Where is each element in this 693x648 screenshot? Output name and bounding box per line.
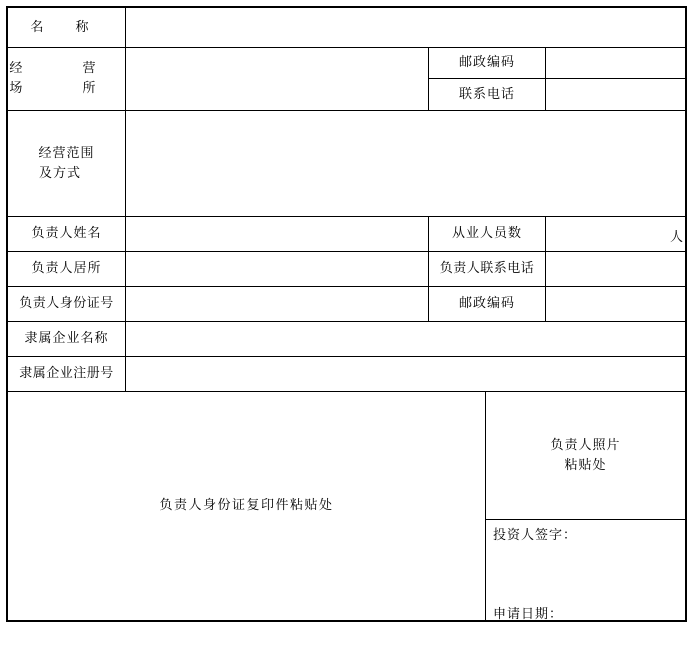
- employee-count-label: 从业人员数: [451, 226, 522, 241]
- premises-field[interactable]: [126, 48, 428, 110]
- postal-code-field-2[interactable]: [546, 287, 685, 321]
- row-divider: [485, 519, 685, 520]
- person-residence-label: 负责人居所: [31, 261, 102, 276]
- premises-label: 经 营 场 所: [9, 61, 124, 96]
- photo-label-line2: 粘贴处: [564, 457, 607, 473]
- parent-reg-label: 隶属企业注册号: [19, 366, 114, 381]
- person-phone-label: 负责人联系电话: [439, 261, 535, 276]
- parent-reg-field[interactable]: [126, 357, 685, 391]
- postal-code-field[interactable]: [546, 48, 685, 78]
- person-id-label: 负责人身份证号: [19, 296, 114, 311]
- person-residence-field[interactable]: [126, 252, 428, 286]
- postal-code-label-2: 邮政编码: [458, 296, 515, 311]
- scope-label: 经营范围 及方式: [38, 145, 95, 181]
- person-name-label: 负责人姓名: [31, 226, 102, 241]
- contact-phone-label: 联系电话: [458, 86, 515, 102]
- registration-form: [6, 6, 687, 622]
- application-date-label: 申请日期：: [493, 607, 564, 622]
- person-id-field[interactable]: [126, 287, 428, 321]
- name-label: 名 称: [30, 19, 103, 35]
- parent-company-field[interactable]: [126, 322, 685, 356]
- contact-phone-field[interactable]: [546, 79, 685, 110]
- signature-field[interactable]: [486, 544, 685, 600]
- person-name-field[interactable]: [126, 217, 428, 251]
- scope-field[interactable]: [126, 111, 685, 216]
- investor-signature-label: 投资人签字：: [493, 528, 578, 543]
- id-copy-label: 负责人身份证复印件粘贴处: [159, 498, 334, 513]
- photo-area[interactable]: [486, 392, 685, 519]
- id-copy-area[interactable]: [8, 392, 485, 620]
- employee-count-field[interactable]: [546, 217, 685, 251]
- postal-code-label: 邮政编码: [458, 55, 515, 70]
- photo-label-line1: 负责人照片: [550, 437, 621, 453]
- employee-unit: 人: [670, 230, 684, 245]
- parent-company-label: 隶属企业名称: [24, 331, 109, 346]
- person-phone-field[interactable]: [546, 252, 685, 286]
- name-field[interactable]: [126, 8, 685, 47]
